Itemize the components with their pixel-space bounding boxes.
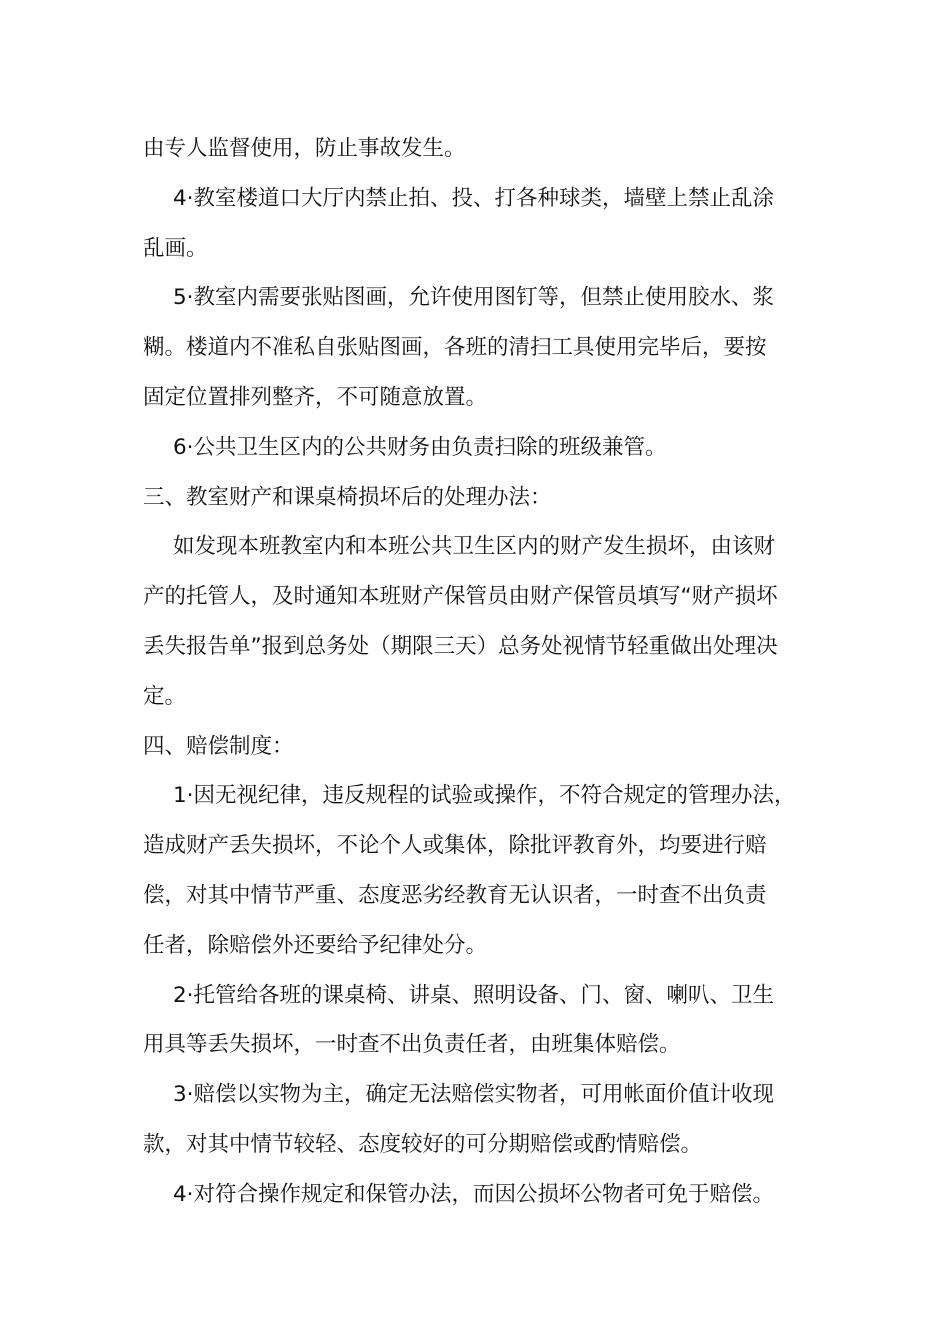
paragraph-compensation-4 (143, 1170, 815, 1220)
text-line: 4·对符合操作规定和保管办法，而因公损坏公物者可免于赔偿。 (173, 1181, 775, 1207)
paragraph-damage-handling (143, 522, 815, 721)
text-line: 款，对其中情节较轻、态度较好的可分期赔偿或酌情赔偿。 (143, 1131, 703, 1157)
text-line: 由专人监督使用，防止事故发生。 (143, 136, 466, 161)
text-line: 6·公共卫生区内的公共财务由负责扫除的班级兼管。 (173, 434, 667, 460)
text-line: 乱画。 (143, 235, 208, 261)
text-line: 定。 (143, 683, 187, 709)
paragraph-rule-4 (143, 174, 815, 274)
heading-line: 四、赔偿制度： (143, 733, 294, 759)
text-line: 偿，对其中情节严重、态度恶劣经教育无认识者，一时查不出负责 (143, 882, 767, 908)
text-line: 2·托管给各班的课桌椅、讲桌、照明设备、门、窗、喇叭、卫生 (173, 982, 775, 1008)
text-line: 糊。楼道内不准私自张贴图画，各班的清扫工具使用完毕后，要按 (143, 335, 767, 361)
text-line: 如发现本班教室内和本班公共卫生区内的财产发生损坏，由该财 (173, 534, 776, 560)
paragraph-rule-6 (143, 423, 815, 473)
paragraph-rule-5 (143, 273, 815, 422)
heading-line: 三、教室财产和课桌椅损坏后的处理办法： (143, 484, 552, 510)
text-line: 5·教室内需要张贴图画，允许使用图钉等，但禁止使用胶水、浆 (173, 285, 775, 311)
section-heading-4 (143, 722, 815, 772)
text-line: 4·教室楼道口大厅内禁止拍、投、打各种球类，墙壁上禁止乱涂 (173, 185, 775, 211)
text-line: 任者，除赔偿外还要给予纪律处分。 (143, 932, 488, 958)
text-line: 产的托管人，及时通知本班财产保管员由财产保管员填写“财产损坏 (143, 584, 778, 610)
document-body (143, 124, 815, 1220)
text-line: 3·赔偿以实物为主，确定无法赔偿实物者，可用帐面价值计收现 (173, 1082, 775, 1108)
paragraph-compensation-2 (143, 971, 815, 1071)
text-line: 丢失报告单”报到总务处（期限三天）总务处视情节轻重做出处理决 (143, 633, 778, 659)
text-line: 用具等丢失损坏，一时查不出负责任者，由班集体赔偿。 (143, 1032, 681, 1058)
paragraph-compensation-3 (143, 1070, 815, 1170)
text-line: 固定位置排列整齐，不可随意放置。 (143, 384, 488, 410)
text-line: 造成财产丢失损坏，不论个人或集体，除批评教育外，均要进行赔 (143, 833, 767, 859)
section-heading-3 (143, 473, 815, 523)
text-line: 1·因无视纪律，违反规程的试验或操作，不符合规定的管理办法， (173, 783, 796, 809)
paragraph-1 (143, 124, 815, 174)
paragraph-compensation-1 (143, 771, 815, 970)
